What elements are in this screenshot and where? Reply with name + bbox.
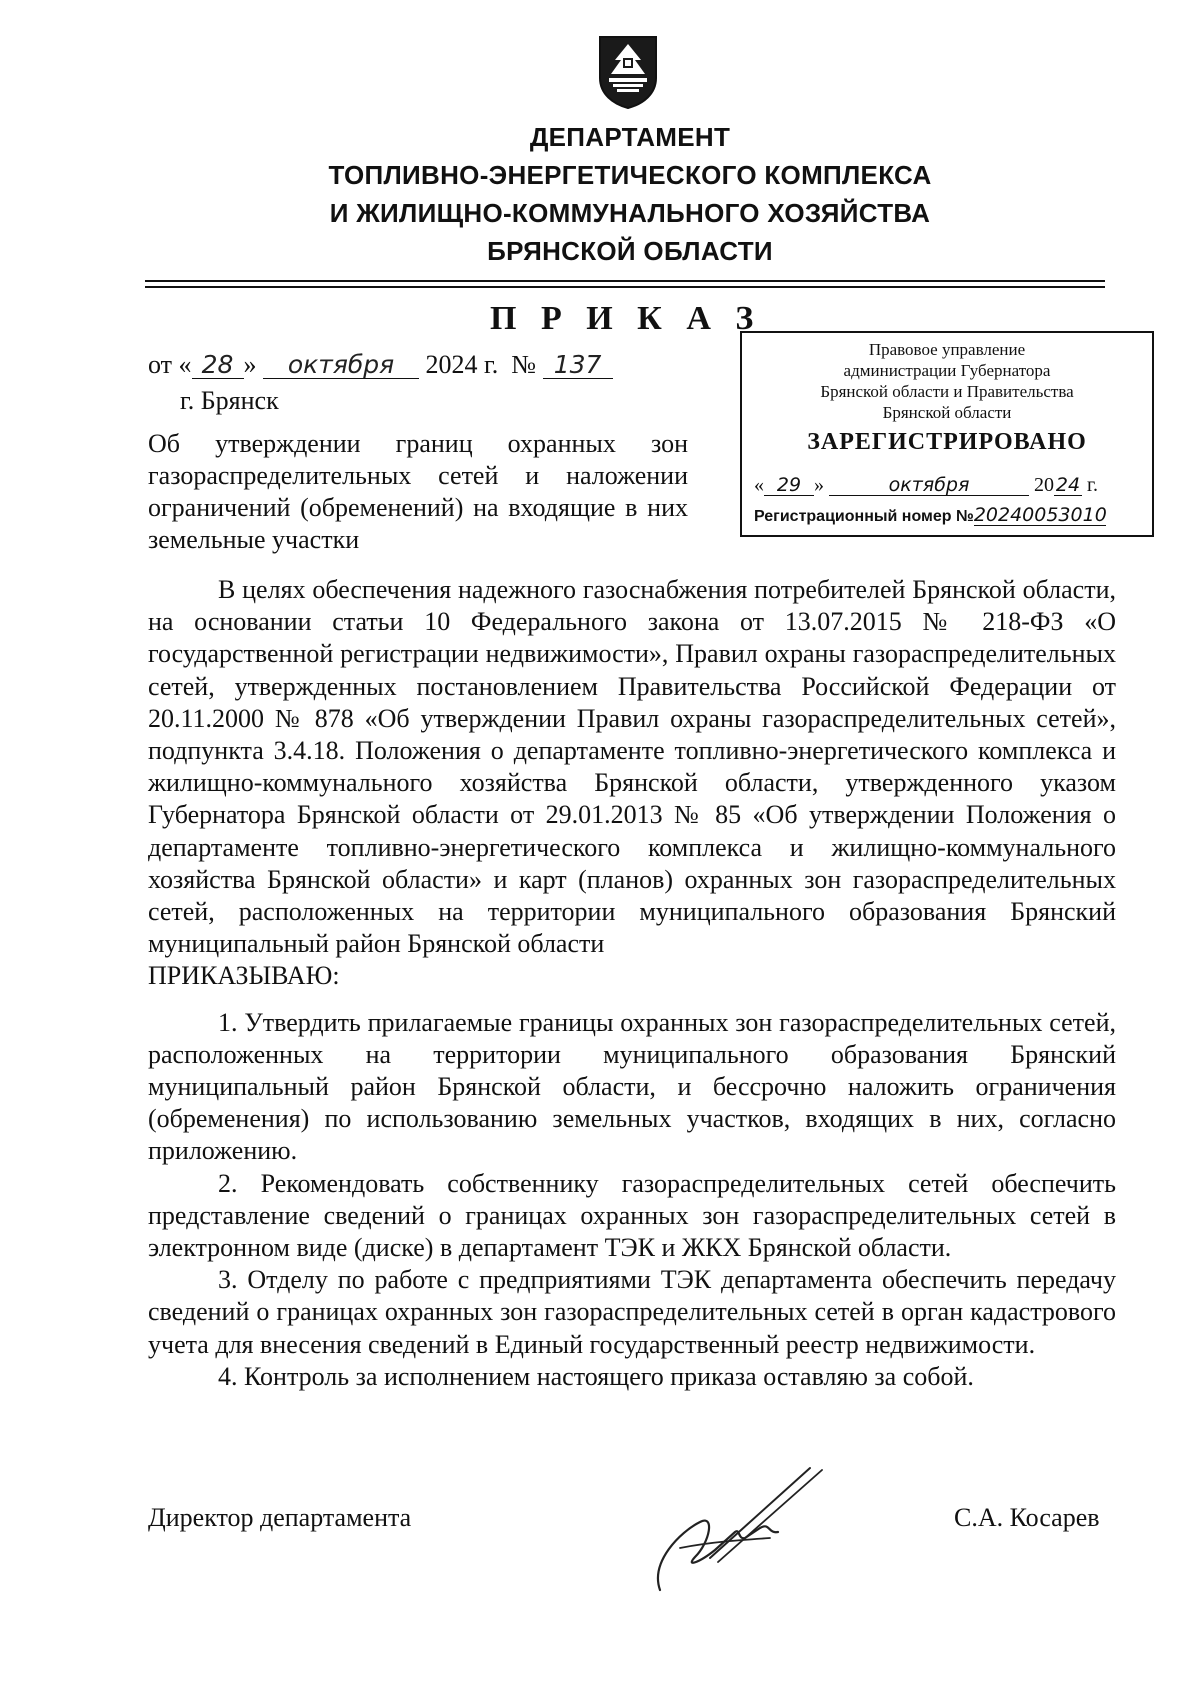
order-item: 1. Утвердить прилагаемые границы охранных зон газораспределительных сетей, расположенных на территории муниципального образования Брянский муниципальный район Брянской области, и бессрочно наложить ограничения (обременения) по использованию земельных участков, входящих в них, согласно приложению. [148,1007,1116,1166]
order-city: г. Брянск [180,386,279,415]
stamp-registration-number-line [754,505,1146,526]
date-quote-close: » [243,350,257,379]
stamp-line: администрации Губернатора [843,361,1051,380]
order-subject: Об утверждении границ охранных зон газораспределительных сетей и наложении ограничений (обременений) на входящие в них земельные участки [148,429,688,554]
preamble-paragraph: В целях обеспечения надежного газоснабжения потребителей Брянской области, на основании статьи 10 Федерального закона от 13.07.2015 № 218-ФЗ «О государственной регистрации недвижимости», Правил охраны газораспределительных сетей, утвержденных постановлением Правительства Российской Федерации от 20.11.2000 № 878 «Об утверждении Правил охраны газораспределительных сетей», подпункта 3.4.18. Положения о департаменте топливно-энергетического комплекса и жилищно-коммунального хозяйства Брянской области, утвержденного указом Губернатора Брянской области от 29.01.2013 № 85 «Об утверждении Положения о департаменте топливно-энергетического комплекса и жилищно-коммунального хозяйства Брянской области» и карт (планов) охранных зон газораспределительных сетей, расположенных на территории муниципального образования Брянский муниципальный район Брянской области [148,575,1116,959]
stamp-day: 29 [764,475,814,496]
stamp-year-suffix: 24 [1055,474,1081,496]
order-items [148,1007,1116,1393]
stamp-date-close: » [814,474,824,496]
registration-stamp [740,331,1154,537]
department-line: И ЖИЛИЩНО-КОММУНАЛЬНОГО ХОЗЯЙСТВА [329,198,931,228]
header-divider [145,280,1105,282]
department-line: БРЯНСКОЙ ОБЛАСТИ [487,236,773,266]
department-line: ТОПЛИВНО-ЭНЕРГЕТИЧЕСКОГО КОМПЛЕКСА [328,160,932,190]
order-word: ПРИКАЗЫВАЮ: [148,961,340,991]
order-year: 2024 г. [425,350,499,379]
order-number: 137 [543,352,613,379]
stamp-line: Брянской области [882,403,1012,422]
stamp-line: Брянской области и Правительства [820,382,1074,401]
order-body [148,574,1116,1393]
coat-of-arms-icon [597,34,659,110]
order-item: 4. Контроль за исполнением настоящего приказа оставляю за собой. [218,1361,974,1391]
order-number-label: № [511,350,537,379]
stamp-reg-number: 20240053010 [973,504,1107,526]
date-prefix: от « [148,350,192,379]
signer-title: Директор департамента [148,1503,412,1532]
stamp-year-unit: г. [1087,474,1098,496]
stamp-date-open: « [754,474,764,496]
stamp-status: ЗАРЕГИСТРИРОВАНО [807,429,1087,455]
stamp-year-prefix: 20 [1034,474,1054,496]
order-month: октября [263,352,419,379]
header-divider [145,286,1105,288]
order-day: 28 [192,352,244,379]
handwritten-signature [640,1462,860,1602]
signer-name: С.А. Косарев [954,1503,1100,1532]
stamp-reg-label: Регистрационный номер № [754,508,974,525]
order-date-line [148,350,613,380]
order-item: 2. Рекомендовать собственнику газораспределительных сетей обеспечить представление сведений о границах охранных зон газораспределительных сетей в электронном виде (диске) в департамент ТЭК и ЖКХ Брянской области. [148,1168,1116,1263]
stamp-month: октября [829,475,1029,496]
order-item: 3. Отделу по работе с предприятиями ТЭК департамента обеспечить передачу сведений о границах охранных зон газораспределительных сетей в орган кадастрового учета для внесения сведений в Единый государственный реестр недвижимости. [148,1265,1116,1359]
department-header [200,118,1060,270]
stamp-line: Правовое управление [868,340,1026,359]
department-line: ДЕПАРТАМЕНТ [529,122,731,152]
order-title: П Р И К А З [490,300,762,337]
stamp-date [754,474,1144,497]
